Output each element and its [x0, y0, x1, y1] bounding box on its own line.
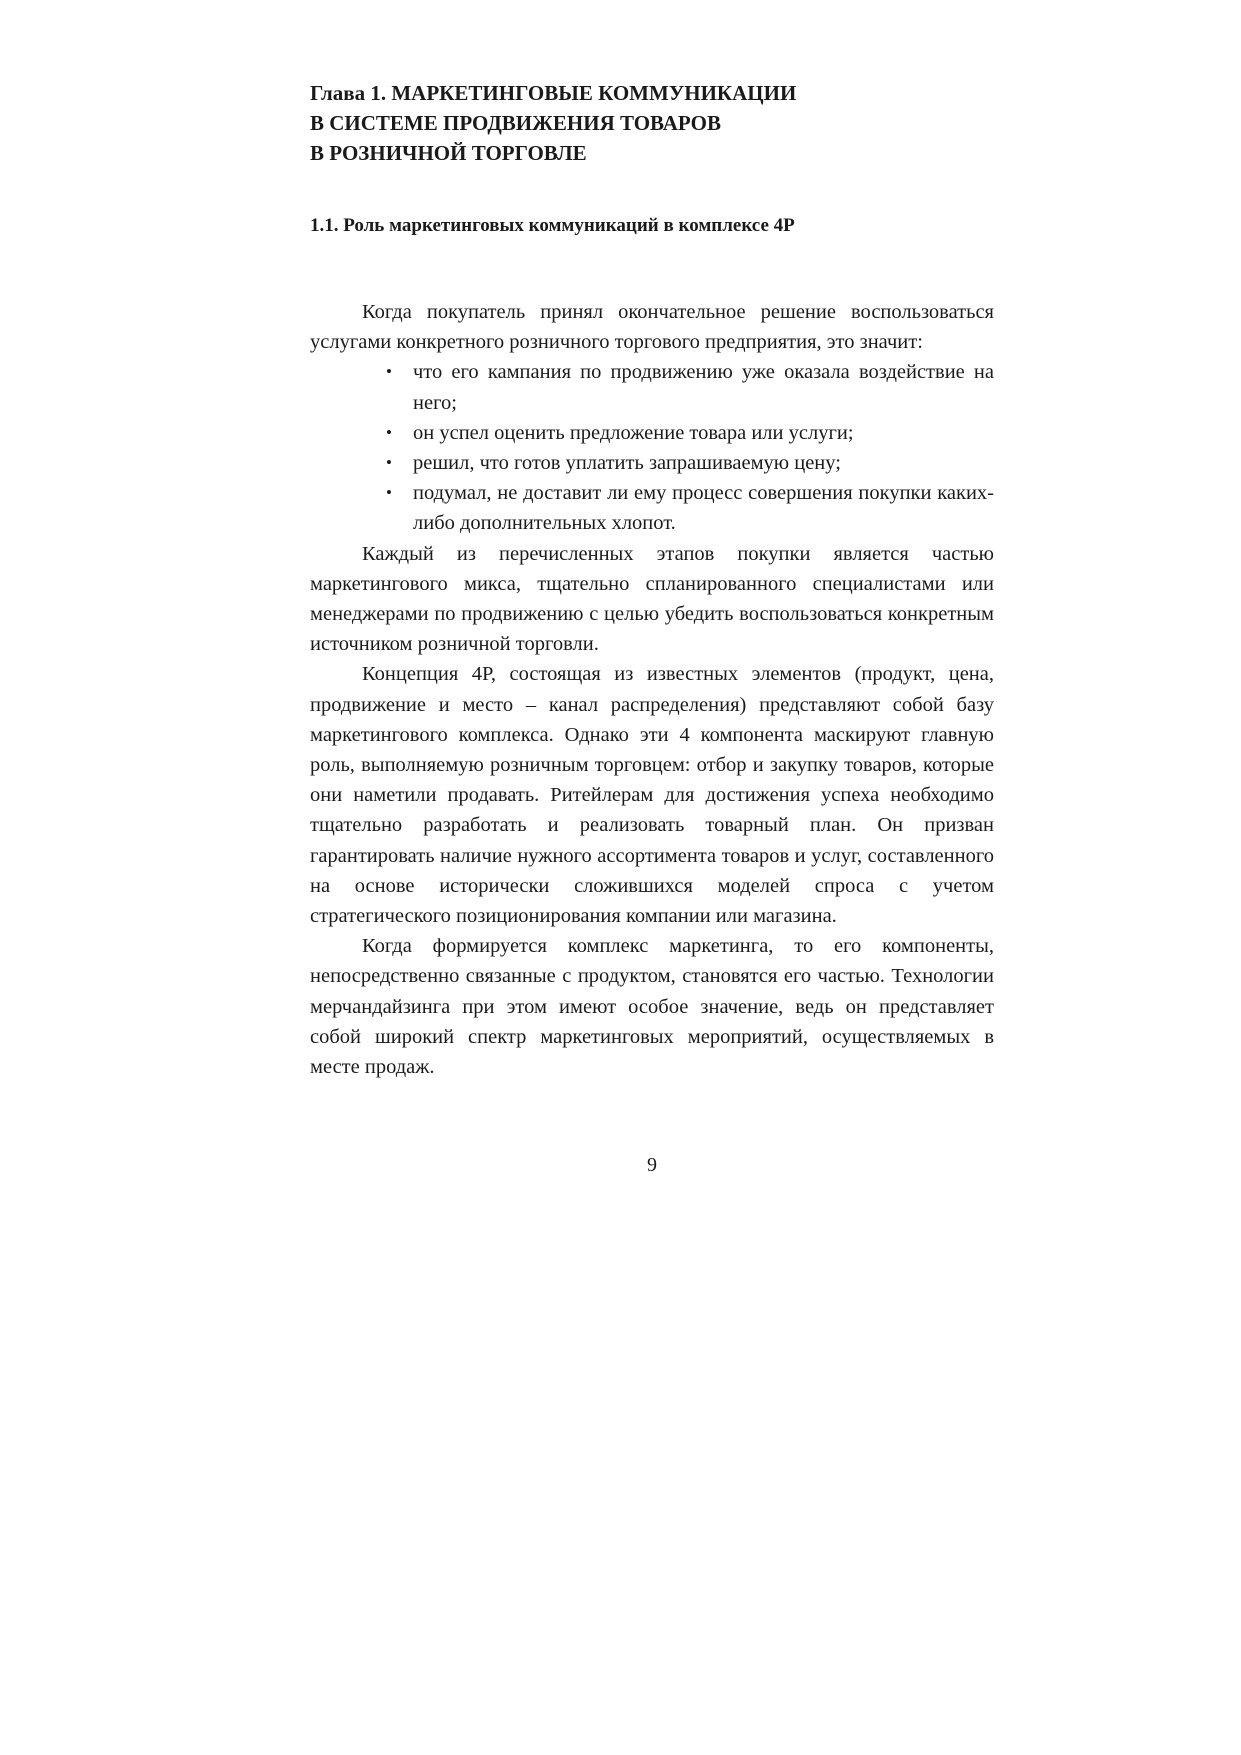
bullet-item [386, 478, 994, 538]
intro-paragraph: Когда покупатель принял окончательное решение воспользоваться услугами конкретного розничного торгового предприятия, это значит: [310, 301, 994, 354]
chapter-title-line: В РОЗНИЧНОЙ ТОРГОВЛЕ [310, 141, 587, 165]
chapter-title-line: Глава 1. МАРКЕТИНГОВЫЕ КОММУНИКАЦИИ [310, 81, 797, 105]
bullet-dot-icon: • [386, 453, 392, 473]
bullet-text: что его кампания по продвижению уже оказала воздействие на него; [413, 361, 994, 414]
bullet-dot-icon: • [386, 483, 392, 503]
bullet-item [386, 418, 994, 448]
bullet-dot-icon: • [386, 362, 392, 382]
bullet-dot-icon: • [386, 422, 392, 442]
bullet-text: решил, что готов уплатить запрашиваемую цену; [413, 452, 841, 475]
bullet-list [310, 357, 994, 538]
bullet-text: подумал, не доставит ли ему процесс совершения покупки каких-либо дополнительных хлопот. [413, 482, 994, 535]
bullet-item [386, 357, 994, 417]
chapter-title [310, 78, 994, 168]
body-paragraph: Когда формируется комплекс маркетинга, то его компоненты, непосредственно связанные с продуктом, становятся его частью. Технологии мерчандайзинга при этом имеют особое значение, ведь он представляет собой широкий спектр маркетинговых мероприятий, осуществляемых в месте продаж. [310, 935, 994, 1079]
body-text [310, 297, 994, 1082]
section-title: 1.1. Роль маркетинговых коммуникаций в комплексе 4Р [310, 215, 795, 236]
body-paragraph: Концепция 4Р, состоящая из известных элементов (продукт, цена, продвижение и место – канал распределения) представляют собой базу маркетингового комплекса. Однако эти 4 компонента маскируют главную роль, выполняемую розничным торговцем: отбор и закупку товаров, которые они наметили продавать. Ритейлерам для достижения успеха необходимо тщательно разработать и реализовать товарный план. Он призван гарантировать наличие нужного ассортимента товаров и услуг, составленного на основе исторически сложившихся моделей спроса с учетом стратегического позиционирования компании или магазина. [310, 663, 994, 928]
body-paragraph: Каждый из перечисленных этапов покупки является частью маркетингового микса, тщательно спланированного специалистами или менеджерами по продвижению с целью убедить воспользоваться конкретным источником розничной торговли. [310, 542, 994, 656]
chapter-title-line: В СИСТЕМЕ ПРОДВИЖЕНИЯ ТОВАРОВ [310, 111, 721, 135]
bullet-text: он успел оценить предложение товара или услуги; [413, 421, 854, 444]
page-number: 9 [647, 1154, 657, 1176]
bullet-item [386, 448, 994, 478]
